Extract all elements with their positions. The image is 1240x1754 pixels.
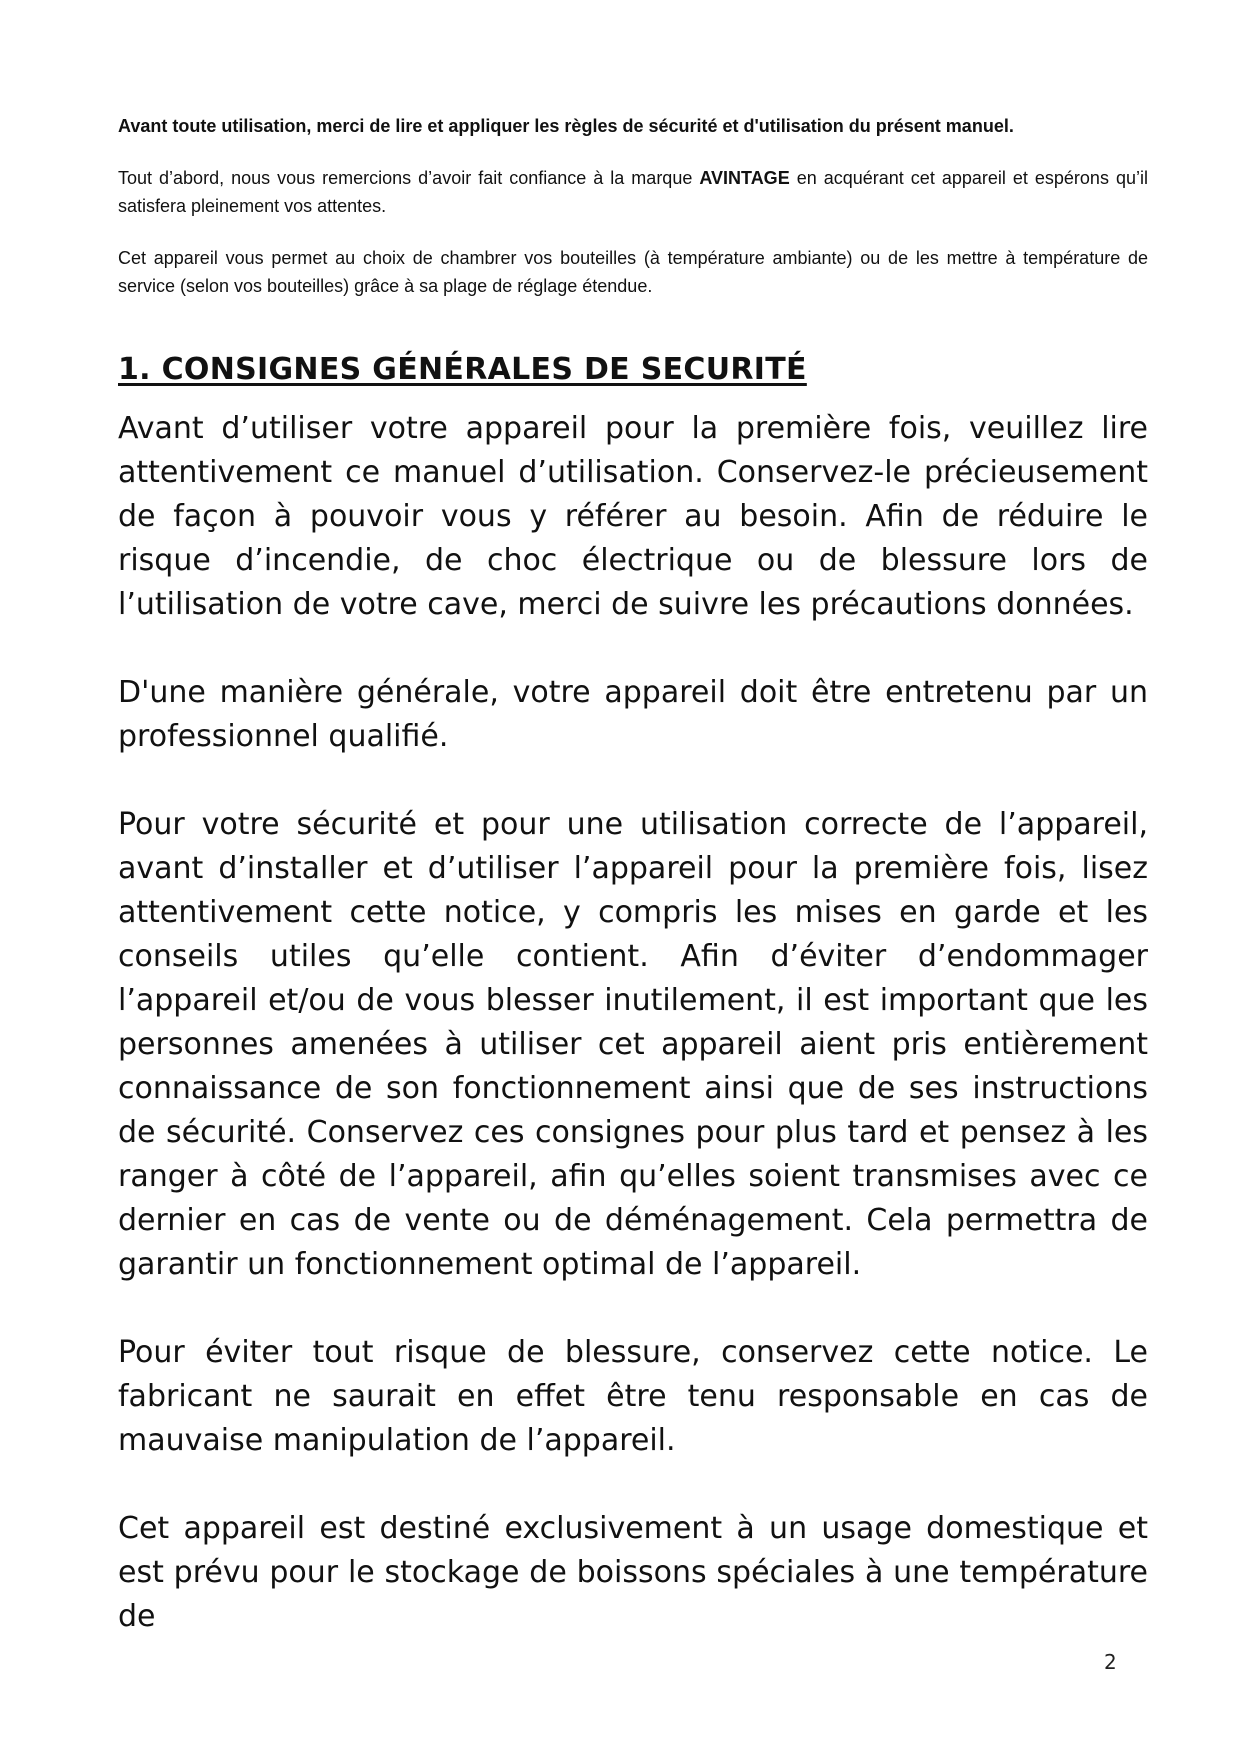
intro-warning: Avant toute utilisation, merci de lire et appliquer les règles de sécurité et d'utilisation du présent manuel. bbox=[118, 116, 1014, 136]
section-title: 1. CONSIGNES GÉNÉRALES DE SECURITÉ bbox=[118, 352, 807, 387]
page-number: 2 bbox=[1104, 1650, 1117, 1674]
intro-thanks-prefix: Tout d’abord, nous vous remercions d’avoir fait confiance à la marque bbox=[118, 168, 693, 188]
intro-thanks bbox=[118, 164, 1148, 220]
brand-name: AVINTAGE bbox=[699, 168, 790, 188]
paragraph-domestic-use: Cet appareil est destiné exclusivement à un usage domestique et est prévu pour le stockage de boissons spéciales à une température de bbox=[118, 1511, 1148, 1634]
intro-usage: Cet appareil vous permet au choix de chambrer vos bouteilles (à température ambiante) ou de les mettre à température de service (selon vos bouteilles) grâce à sa plage de réglage étendue. bbox=[118, 248, 1148, 296]
paragraph-safety-usage: Pour votre sécurité et pour une utilisation correcte de l’appareil, avant d’installer et d’utiliser l’appareil pour la première fois, lisez attentivement cette notice, y compris les mises en garde et les conseils utiles qu’elle contient. Afin d’éviter d’endommager l’appareil et/ou de vous blesser inutilement, il est important que les personnes amenées à utiliser cet appareil aient pris entièrement connaissance de son fonctionnement ainsi que de ses instructions de sécurité. Conservez ces consignes pour plus tard et pensez à les ranger à côté de l’appareil, afin qu’elles soient transmises avec ce dernier en cas de vente ou de déménagement. Cela permettra de garantir un fonctionnement optimal de l’appareil. bbox=[118, 807, 1148, 1282]
paragraph-read-manual: Avant d’utiliser votre appareil pour la première fois, veuillez lire attentivement ce manuel d’utilisation. Conservez-le précieusement de façon à pouvoir vous y référer au besoin. Afin de réduire le risque d’incendie, de choc électrique ou de blessure lors de l’utilisation de votre cave, merci de suivre les précautions données. bbox=[118, 411, 1148, 622]
manual-page bbox=[118, 112, 1148, 1683]
paragraph-maintenance: D'une manière générale, votre appareil doit être entretenu par un professionnel qualifié. bbox=[118, 675, 1148, 754]
paragraph-keep-notice: Pour éviter tout risque de blessure, conservez cette notice. Le fabricant ne saurait en effet être tenu responsable en cas de mauvaise manipulation de l’appareil. bbox=[118, 1335, 1148, 1458]
intro-thanks-suffix: en acquérant cet appareil et espérons qu’il satisfera pleinement vos attentes. bbox=[118, 168, 1148, 216]
